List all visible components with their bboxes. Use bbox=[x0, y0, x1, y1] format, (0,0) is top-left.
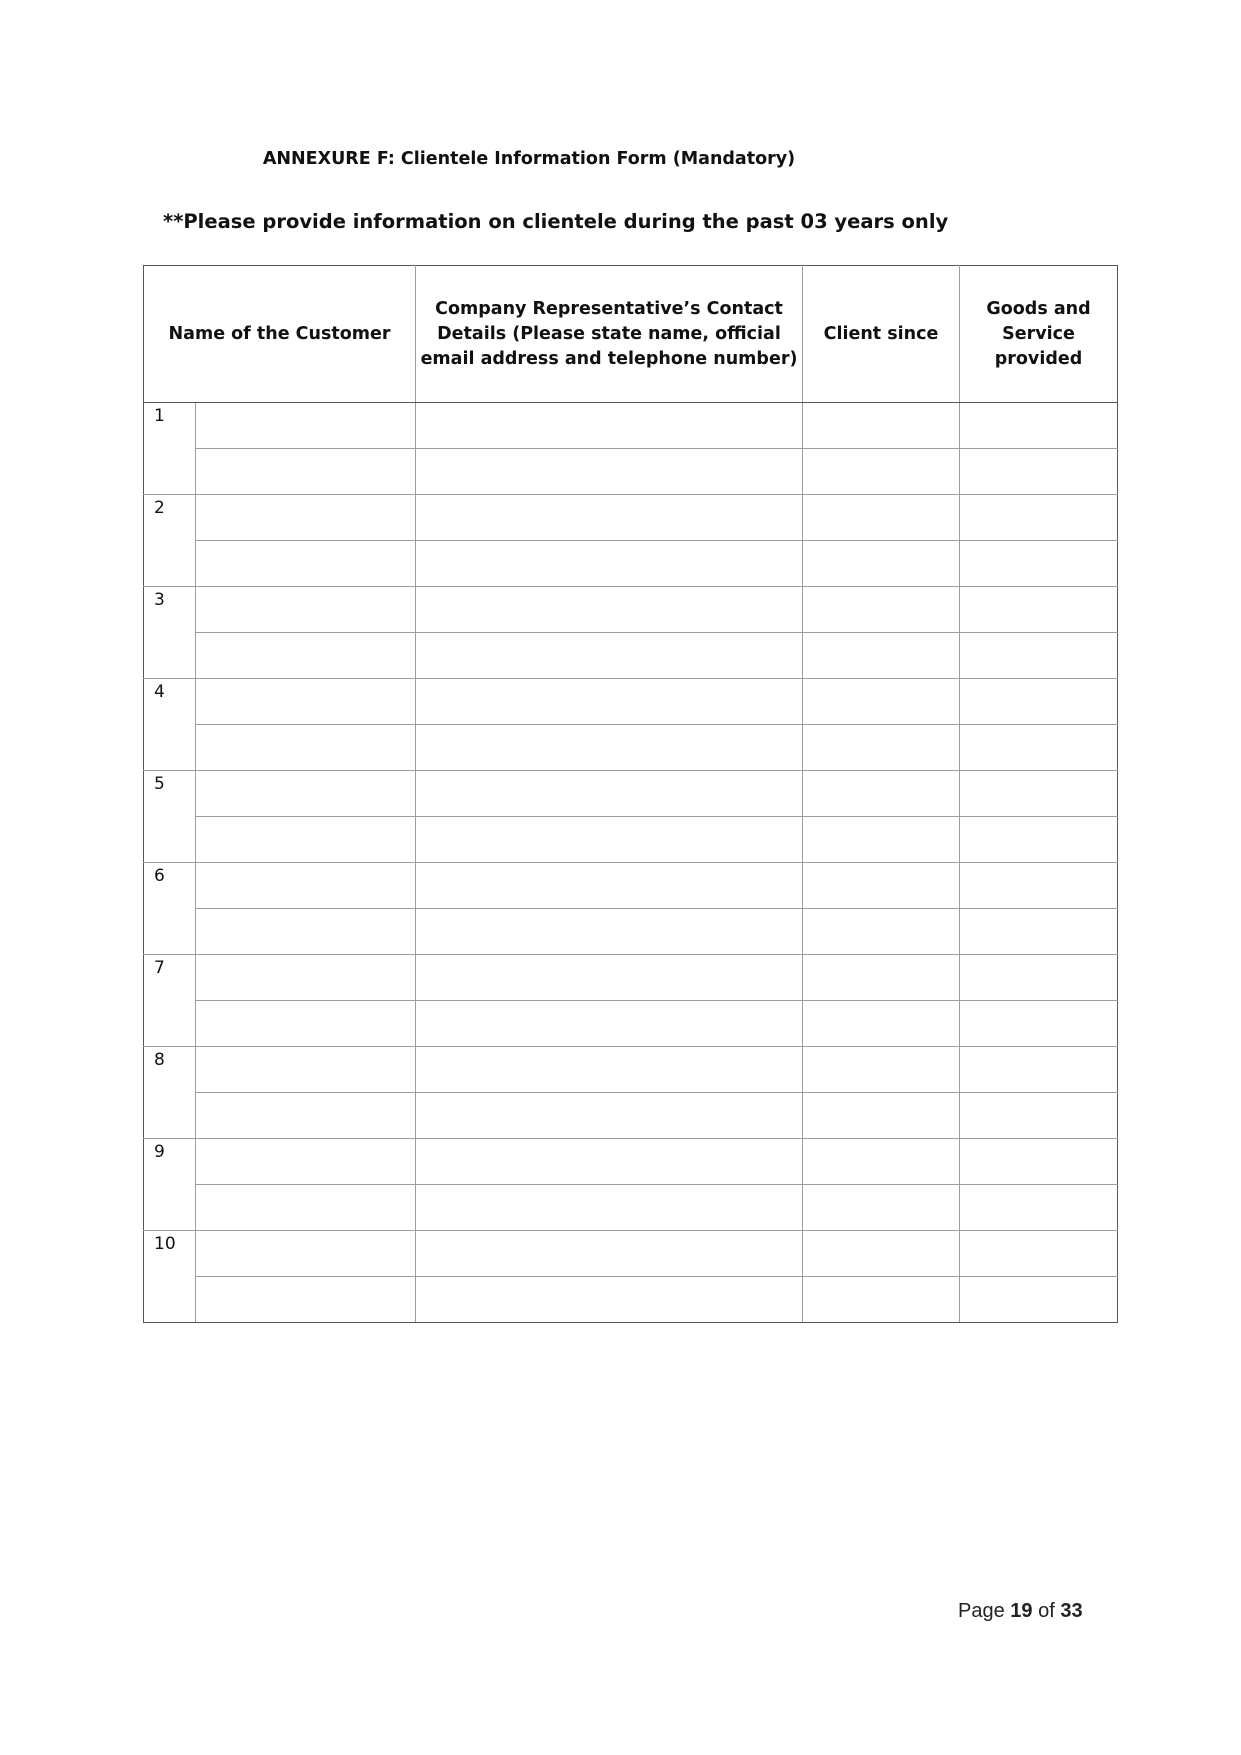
contact-details-cell[interactable] bbox=[416, 1185, 803, 1231]
client-since-cell[interactable] bbox=[803, 863, 960, 909]
contact-details-cell[interactable] bbox=[416, 863, 803, 909]
client-since-cell[interactable] bbox=[803, 1047, 960, 1093]
page-label: Page bbox=[958, 1600, 1005, 1622]
row-number: 1 bbox=[144, 403, 196, 495]
page-number bbox=[958, 1600, 1083, 1623]
table-row bbox=[144, 725, 1118, 771]
contact-details-cell[interactable] bbox=[416, 587, 803, 633]
table-row bbox=[144, 863, 1118, 909]
contact-details-cell[interactable] bbox=[416, 1277, 803, 1323]
table-row bbox=[144, 1093, 1118, 1139]
row-number: 5 bbox=[144, 771, 196, 863]
clientele-table bbox=[143, 265, 1118, 1323]
goods-services-cell[interactable] bbox=[960, 541, 1118, 587]
row-number: 6 bbox=[144, 863, 196, 955]
client-since-cell[interactable] bbox=[803, 1139, 960, 1185]
client-since-cell[interactable] bbox=[803, 541, 960, 587]
client-since-cell[interactable] bbox=[803, 1001, 960, 1047]
contact-details-cell[interactable] bbox=[416, 1231, 803, 1277]
contact-details-cell[interactable] bbox=[416, 1139, 803, 1185]
client-since-cell[interactable] bbox=[803, 403, 960, 449]
contact-details-cell[interactable] bbox=[416, 679, 803, 725]
contact-details-cell[interactable] bbox=[416, 771, 803, 817]
header-contact-details: Company Representative’s Contact Details (Please state name, official email address and telephone number) bbox=[416, 266, 803, 403]
goods-services-cell[interactable] bbox=[960, 1277, 1118, 1323]
client-since-cell[interactable] bbox=[803, 1277, 960, 1323]
table-row bbox=[144, 587, 1118, 633]
customer-name-cell[interactable] bbox=[196, 771, 416, 817]
form-title: ANNEXURE F: Clientele Information Form (Mandatory) bbox=[262, 149, 796, 169]
customer-name-cell[interactable] bbox=[196, 725, 416, 771]
goods-services-cell[interactable] bbox=[960, 587, 1118, 633]
customer-name-cell[interactable] bbox=[196, 955, 416, 1001]
contact-details-cell[interactable] bbox=[416, 495, 803, 541]
table-row bbox=[144, 1185, 1118, 1231]
contact-details-cell[interactable] bbox=[416, 449, 803, 495]
table-row bbox=[144, 541, 1118, 587]
table-row bbox=[144, 495, 1118, 541]
table-row bbox=[144, 633, 1118, 679]
table-row bbox=[144, 679, 1118, 725]
customer-name-cell[interactable] bbox=[196, 633, 416, 679]
row-number: 9 bbox=[144, 1139, 196, 1231]
goods-services-cell[interactable] bbox=[960, 725, 1118, 771]
customer-name-cell[interactable] bbox=[196, 449, 416, 495]
row-number: 2 bbox=[144, 495, 196, 587]
table-header-row bbox=[144, 266, 1118, 403]
current-page: 19 bbox=[1010, 1600, 1033, 1622]
customer-name-cell[interactable] bbox=[196, 587, 416, 633]
row-number: 7 bbox=[144, 955, 196, 1047]
goods-services-cell[interactable] bbox=[960, 817, 1118, 863]
table-row bbox=[144, 1047, 1118, 1093]
customer-name-cell[interactable] bbox=[196, 541, 416, 587]
contact-details-cell[interactable] bbox=[416, 633, 803, 679]
client-since-cell[interactable] bbox=[803, 449, 960, 495]
client-since-cell[interactable] bbox=[803, 817, 960, 863]
customer-name-cell[interactable] bbox=[196, 679, 416, 725]
contact-details-cell[interactable] bbox=[416, 725, 803, 771]
client-since-cell[interactable] bbox=[803, 1093, 960, 1139]
customer-name-cell[interactable] bbox=[196, 1139, 416, 1185]
table-row bbox=[144, 955, 1118, 1001]
header-customer-name: Name of the Customer bbox=[144, 266, 416, 403]
contact-details-cell[interactable] bbox=[416, 817, 803, 863]
customer-name-cell[interactable] bbox=[196, 1093, 416, 1139]
customer-name-cell[interactable] bbox=[196, 863, 416, 909]
client-since-cell[interactable] bbox=[803, 771, 960, 817]
customer-name-cell[interactable] bbox=[196, 495, 416, 541]
row-number: 8 bbox=[144, 1047, 196, 1139]
contact-details-cell[interactable] bbox=[416, 955, 803, 1001]
header-client-since: Client since bbox=[803, 266, 960, 403]
goods-services-cell[interactable] bbox=[960, 771, 1118, 817]
goods-services-cell[interactable] bbox=[960, 863, 1118, 909]
customer-name-cell[interactable] bbox=[196, 1277, 416, 1323]
goods-services-cell[interactable] bbox=[960, 1093, 1118, 1139]
of-label: of bbox=[1038, 1600, 1055, 1622]
goods-services-cell[interactable] bbox=[960, 449, 1118, 495]
client-since-cell[interactable] bbox=[803, 633, 960, 679]
goods-services-cell[interactable] bbox=[960, 909, 1118, 955]
goods-services-cell[interactable] bbox=[960, 955, 1118, 1001]
client-since-cell[interactable] bbox=[803, 909, 960, 955]
table-row bbox=[144, 1001, 1118, 1047]
total-pages: 33 bbox=[1060, 1600, 1083, 1622]
goods-services-cell[interactable] bbox=[960, 1185, 1118, 1231]
instruction-note: **Please provide information on clientele during the past 03 years only bbox=[163, 210, 949, 233]
row-number: 10 bbox=[144, 1231, 196, 1323]
table-row bbox=[144, 403, 1118, 449]
goods-services-cell[interactable] bbox=[960, 679, 1118, 725]
contact-details-cell[interactable] bbox=[416, 1001, 803, 1047]
goods-services-cell[interactable] bbox=[960, 1139, 1118, 1185]
contact-details-cell[interactable] bbox=[416, 1047, 803, 1093]
customer-name-cell[interactable] bbox=[196, 1185, 416, 1231]
customer-name-cell[interactable] bbox=[196, 1231, 416, 1277]
goods-services-cell[interactable] bbox=[960, 633, 1118, 679]
contact-details-cell[interactable] bbox=[416, 403, 803, 449]
header-goods-services: Goods and Service provided bbox=[960, 266, 1118, 403]
customer-name-cell[interactable] bbox=[196, 1001, 416, 1047]
client-since-cell[interactable] bbox=[803, 495, 960, 541]
client-since-cell[interactable] bbox=[803, 1231, 960, 1277]
row-number: 4 bbox=[144, 679, 196, 771]
contact-details-cell[interactable] bbox=[416, 541, 803, 587]
table-row bbox=[144, 771, 1118, 817]
table-row bbox=[144, 1277, 1118, 1323]
goods-services-cell[interactable] bbox=[960, 495, 1118, 541]
table-row bbox=[144, 449, 1118, 495]
customer-name-cell[interactable] bbox=[196, 909, 416, 955]
goods-services-cell[interactable] bbox=[960, 1047, 1118, 1093]
contact-details-cell[interactable] bbox=[416, 909, 803, 955]
client-since-cell[interactable] bbox=[803, 587, 960, 633]
row-number: 3 bbox=[144, 587, 196, 679]
customer-name-cell[interactable] bbox=[196, 1047, 416, 1093]
customer-name-cell[interactable] bbox=[196, 403, 416, 449]
client-since-cell[interactable] bbox=[803, 955, 960, 1001]
customer-name-cell[interactable] bbox=[196, 817, 416, 863]
client-since-cell[interactable] bbox=[803, 1185, 960, 1231]
table-row bbox=[144, 1139, 1118, 1185]
table-row bbox=[144, 1231, 1118, 1277]
client-since-cell[interactable] bbox=[803, 725, 960, 771]
table-row bbox=[144, 909, 1118, 955]
table-row bbox=[144, 817, 1118, 863]
goods-services-cell[interactable] bbox=[960, 403, 1118, 449]
client-since-cell[interactable] bbox=[803, 679, 960, 725]
goods-services-cell[interactable] bbox=[960, 1231, 1118, 1277]
goods-services-cell[interactable] bbox=[960, 1001, 1118, 1047]
contact-details-cell[interactable] bbox=[416, 1093, 803, 1139]
